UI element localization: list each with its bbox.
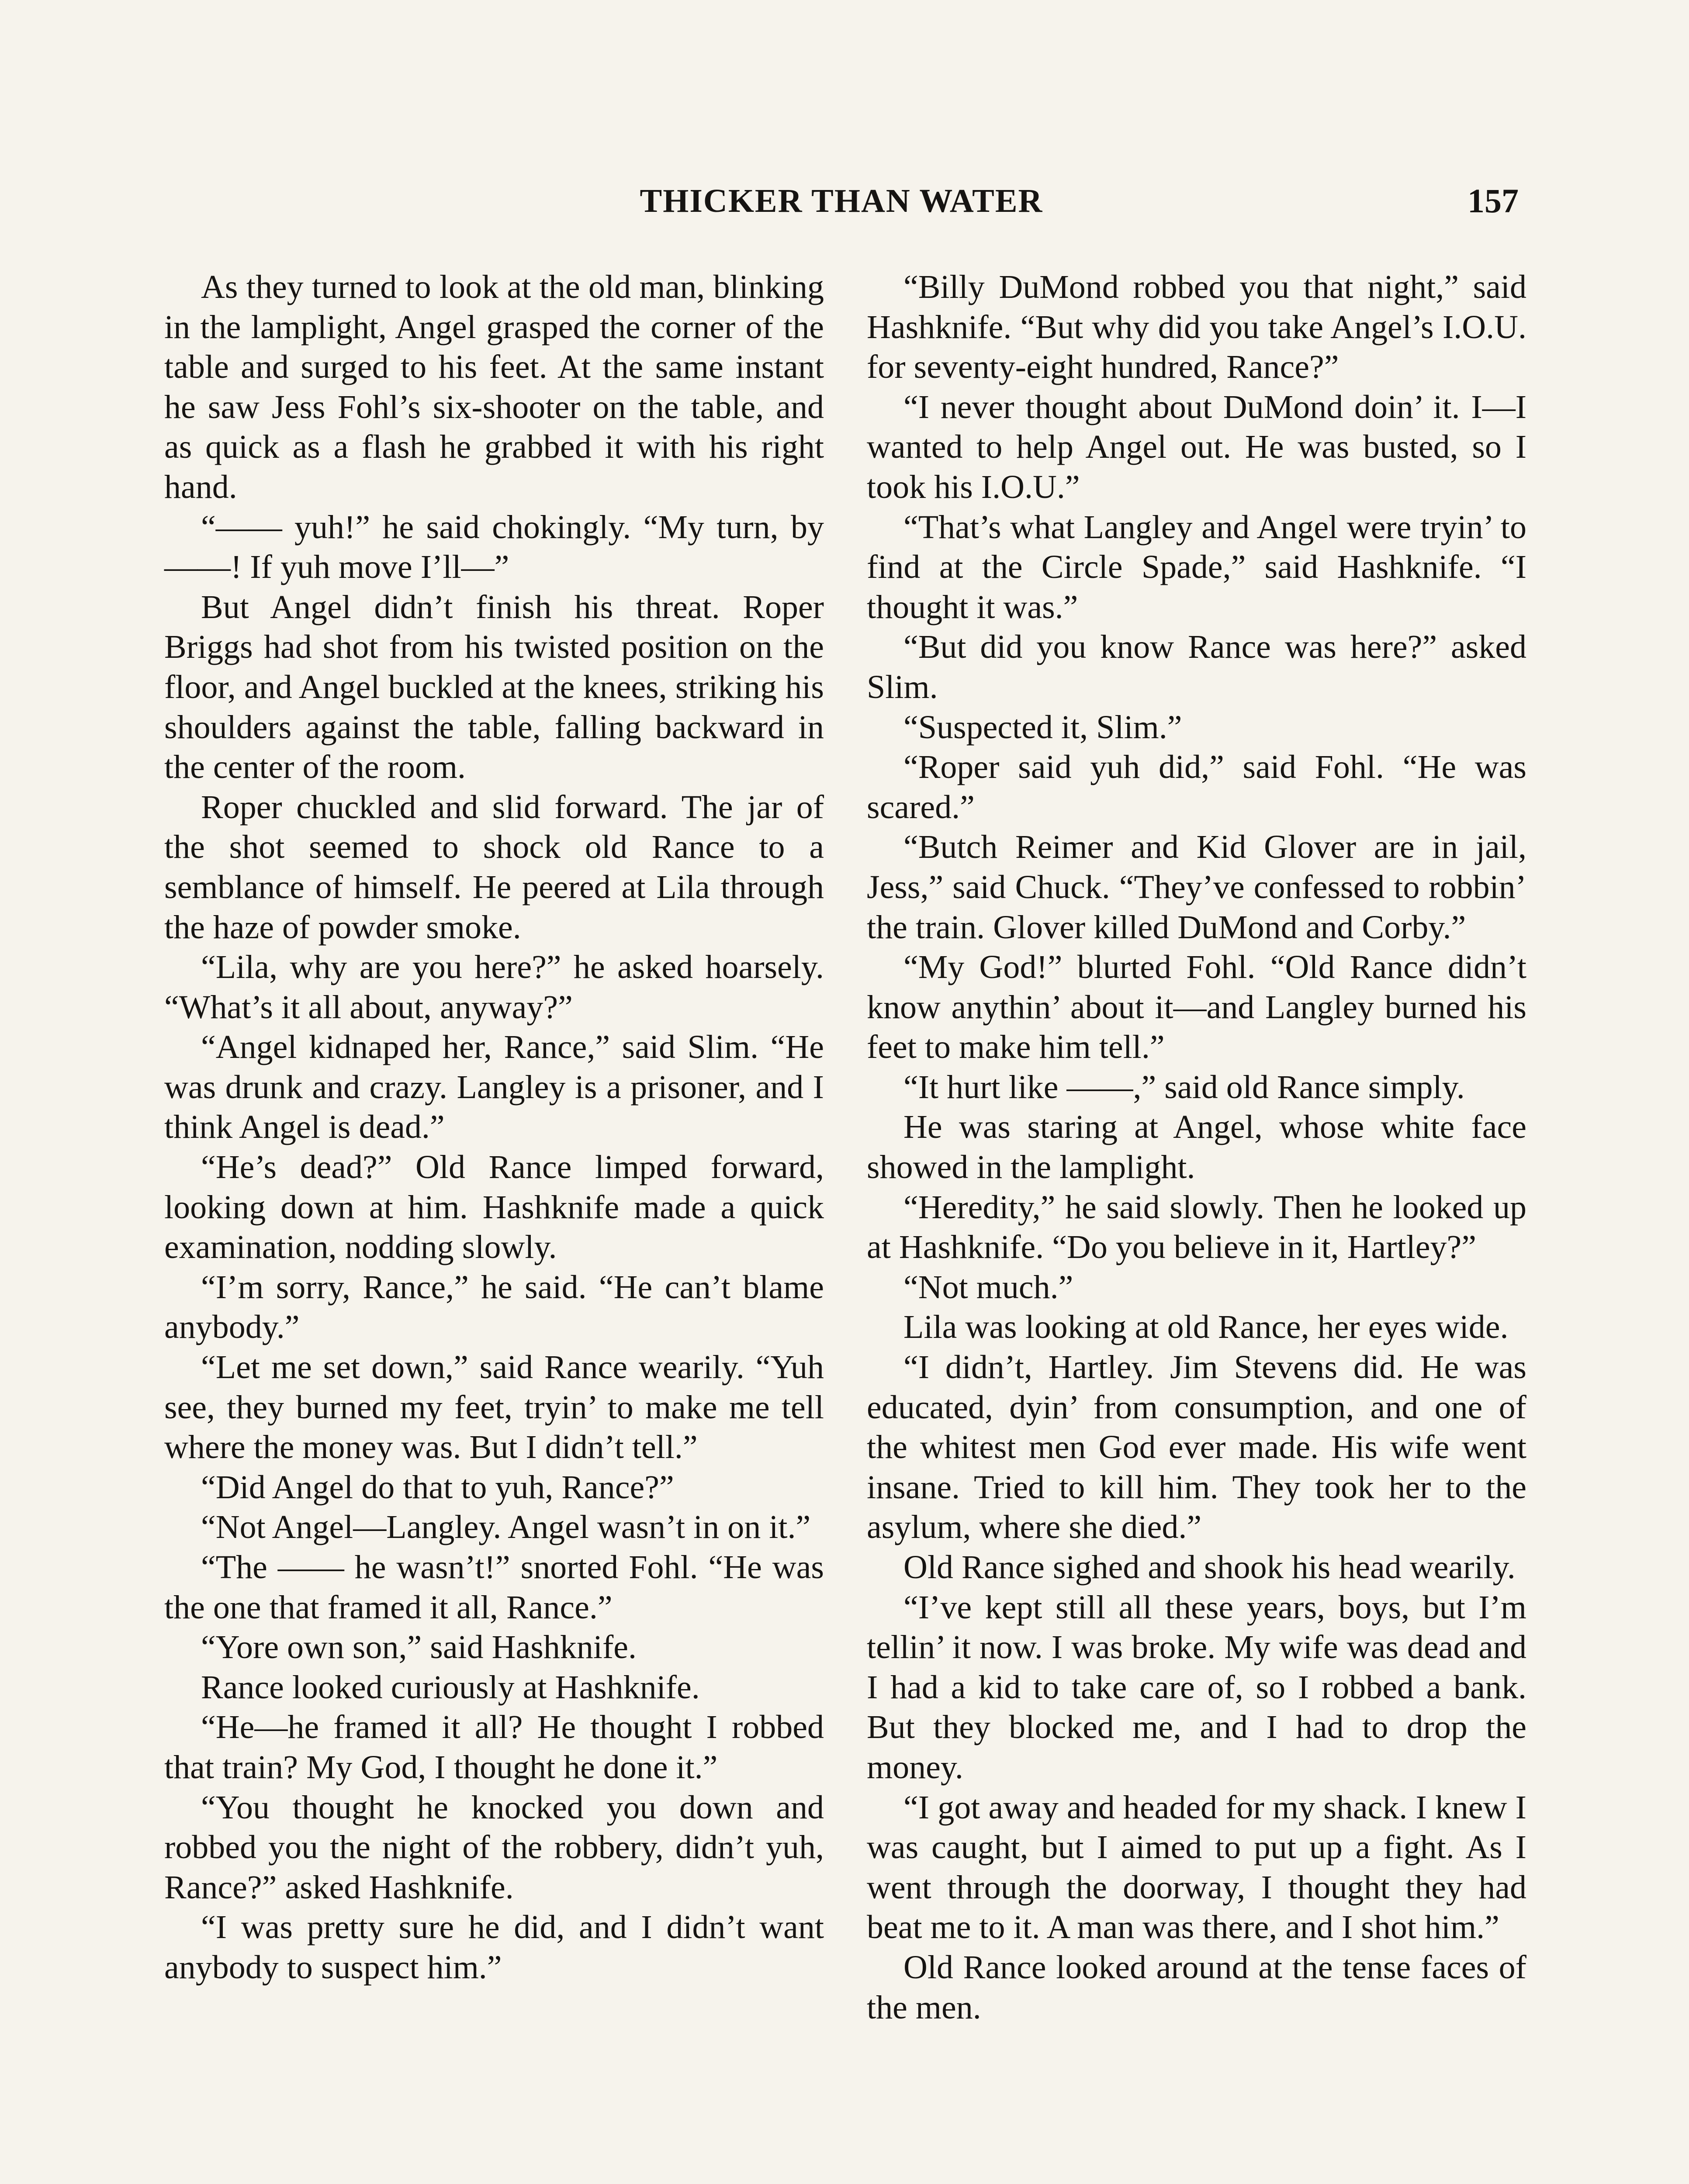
paragraph: “The —— he wasn’t!” snorted Fohl. “He was the one that framed it all, Rance.” xyxy=(164,1549,824,1626)
paragraph: Roper chuckled and slid forward. The jar of the shot seemed to shock old Rance to a semblance of himself. He peered at Lila through the haze of powder smoke. xyxy=(164,788,824,946)
paragraph: “My God!” blurted Fohl. “Old Rance didn’t know anythin’ about it—and Langley burned his feet to make him tell.” xyxy=(867,949,1526,1066)
paragraph: “I’m sorry, Rance,” he said. “He can’t blame anybody.” xyxy=(164,1268,824,1346)
paragraph: “Roper said yuh did,” said Fohl. “He was scared.” xyxy=(867,749,1526,826)
paragraph: “I was pretty sure he did, and I didn’t want anybody to suspect him.” xyxy=(164,1909,824,1986)
paragraph: He was staring at Angel, whose white face showed in the lamplight. xyxy=(867,1109,1526,1186)
paragraph: Rance looked curiously at Hashknife. xyxy=(201,1669,700,1706)
page-number: 157 xyxy=(1467,182,1519,220)
paragraph: Lila was looking at old Rance, her eyes wide. xyxy=(903,1309,1509,1346)
paragraph: “—— yuh!” he said chokingly. “My turn, by ——! If yuh move I’ll—” xyxy=(164,508,824,586)
paragraph: “Heredity,” he said slowly. Then he looked up at Hashknife. “Do you believe in it, Hartley?” xyxy=(867,1189,1526,1266)
paragraph: But Angel didn’t finish his threat. Roper Briggs had shot from his twisted position on the floor, and Angel buckled at the knees, striking his shoulders against the table, falling backward in the center of the room. xyxy=(164,588,824,786)
paragraph: “I’ve kept still all these years, boys, but I’m tellin’ it now. I was broke. My wife was dead and I had a kid to take care of, so I robbed a bank. But they blocked me, and I had to drop the money. xyxy=(867,1589,1526,1786)
paragraph: Old Rance sighed and shook his head wearily. xyxy=(903,1549,1516,1586)
paragraph: “He’s dead?” Old Rance limped forward, looking down at him. Hashknife made a quick examination, nodding slowly. xyxy=(164,1149,824,1266)
paragraph: “Let me set down,” said Rance wearily. “Yuh see, they burned my feet, tryin’ to make me tell where the money was. But I didn’t tell.” xyxy=(164,1349,824,1466)
page-header xyxy=(164,177,1519,225)
paragraph: “Not much.” xyxy=(903,1268,1073,1306)
paragraph: “It hurt like ——,” said old Rance simply. xyxy=(903,1068,1465,1106)
paragraph: “Angel kidnaped her, Rance,” said Slim. “He was drunk and crazy. Langley is a prisoner, and I think Angel is dead.” xyxy=(164,1029,824,1146)
right-column xyxy=(867,267,1526,2028)
paragraph: Old Rance looked around at the tense faces of the men. xyxy=(867,1949,1526,2026)
left-column xyxy=(164,267,824,1988)
paragraph: “Billy DuMond robbed you that night,” said Hashknife. “But why did you take Angel’s I.O.U. for seventy-eight hundred, Rance?” xyxy=(867,269,1526,386)
paragraph: “Yore own son,” said Hashknife. xyxy=(201,1629,637,1666)
paragraph: “Did Angel do that to yuh, Rance?” xyxy=(201,1469,674,1506)
running-title: THICKER THAN WATER xyxy=(640,183,1043,219)
paragraph: “Lila, why are you here?” he asked hoarsely. “What’s it all about, anyway?” xyxy=(164,949,824,1026)
paragraph: “I never thought about DuMond doin’ it. I—I wanted to help Angel out. He was busted, so I took his I.O.U.” xyxy=(867,388,1526,505)
paragraph: “He—he framed it all? He thought I robbed that train? My God, I thought he done it.” xyxy=(164,1709,824,1786)
paragraph: “That’s what Langley and Angel were tryin’ to find at the Circle Spade,” said Hashknife. “I thought it was.” xyxy=(867,508,1526,625)
paragraph: As they turned to look at the old man, blinking in the lamplight, Angel grasped the corner of the table and surged to his feet. At the same instant he saw Jess Fohl’s six-shooter on the table, and as quick as a flash he grabbed it with his right hand. xyxy=(164,269,824,505)
paragraph: “Not Angel—Langley. Angel wasn’t in on it.” xyxy=(201,1509,811,1546)
paragraph: “But did you know Rance was here?” asked Slim. xyxy=(867,629,1526,705)
paragraph: “I didn’t, Hartley. Jim Stevens did. He was educated, dyin’ from consumption, and one of the whitest men God ever made. His wife went insane. Tried to kill him. They took her to the asylum, where she died.” xyxy=(867,1349,1526,1546)
paragraph: “I got away and headed for my shack. I knew I was caught, but I aimed to put up a fight. As I went through the doorway, I thought they had beat me to it. A man was there, and I shot him.” xyxy=(867,1789,1526,1946)
paragraph: “You thought he knocked you down and robbed you the night of the robbery, didn’t yuh, Rance?” asked Hashknife. xyxy=(164,1789,824,1906)
paragraph: “Butch Reimer and Kid Glover are in jail, Jess,” said Chuck. “They’ve confessed to robbin’ the train. Glover killed DuMond and Corby.” xyxy=(867,829,1526,946)
paragraph: “Suspected it, Slim.” xyxy=(903,708,1182,746)
